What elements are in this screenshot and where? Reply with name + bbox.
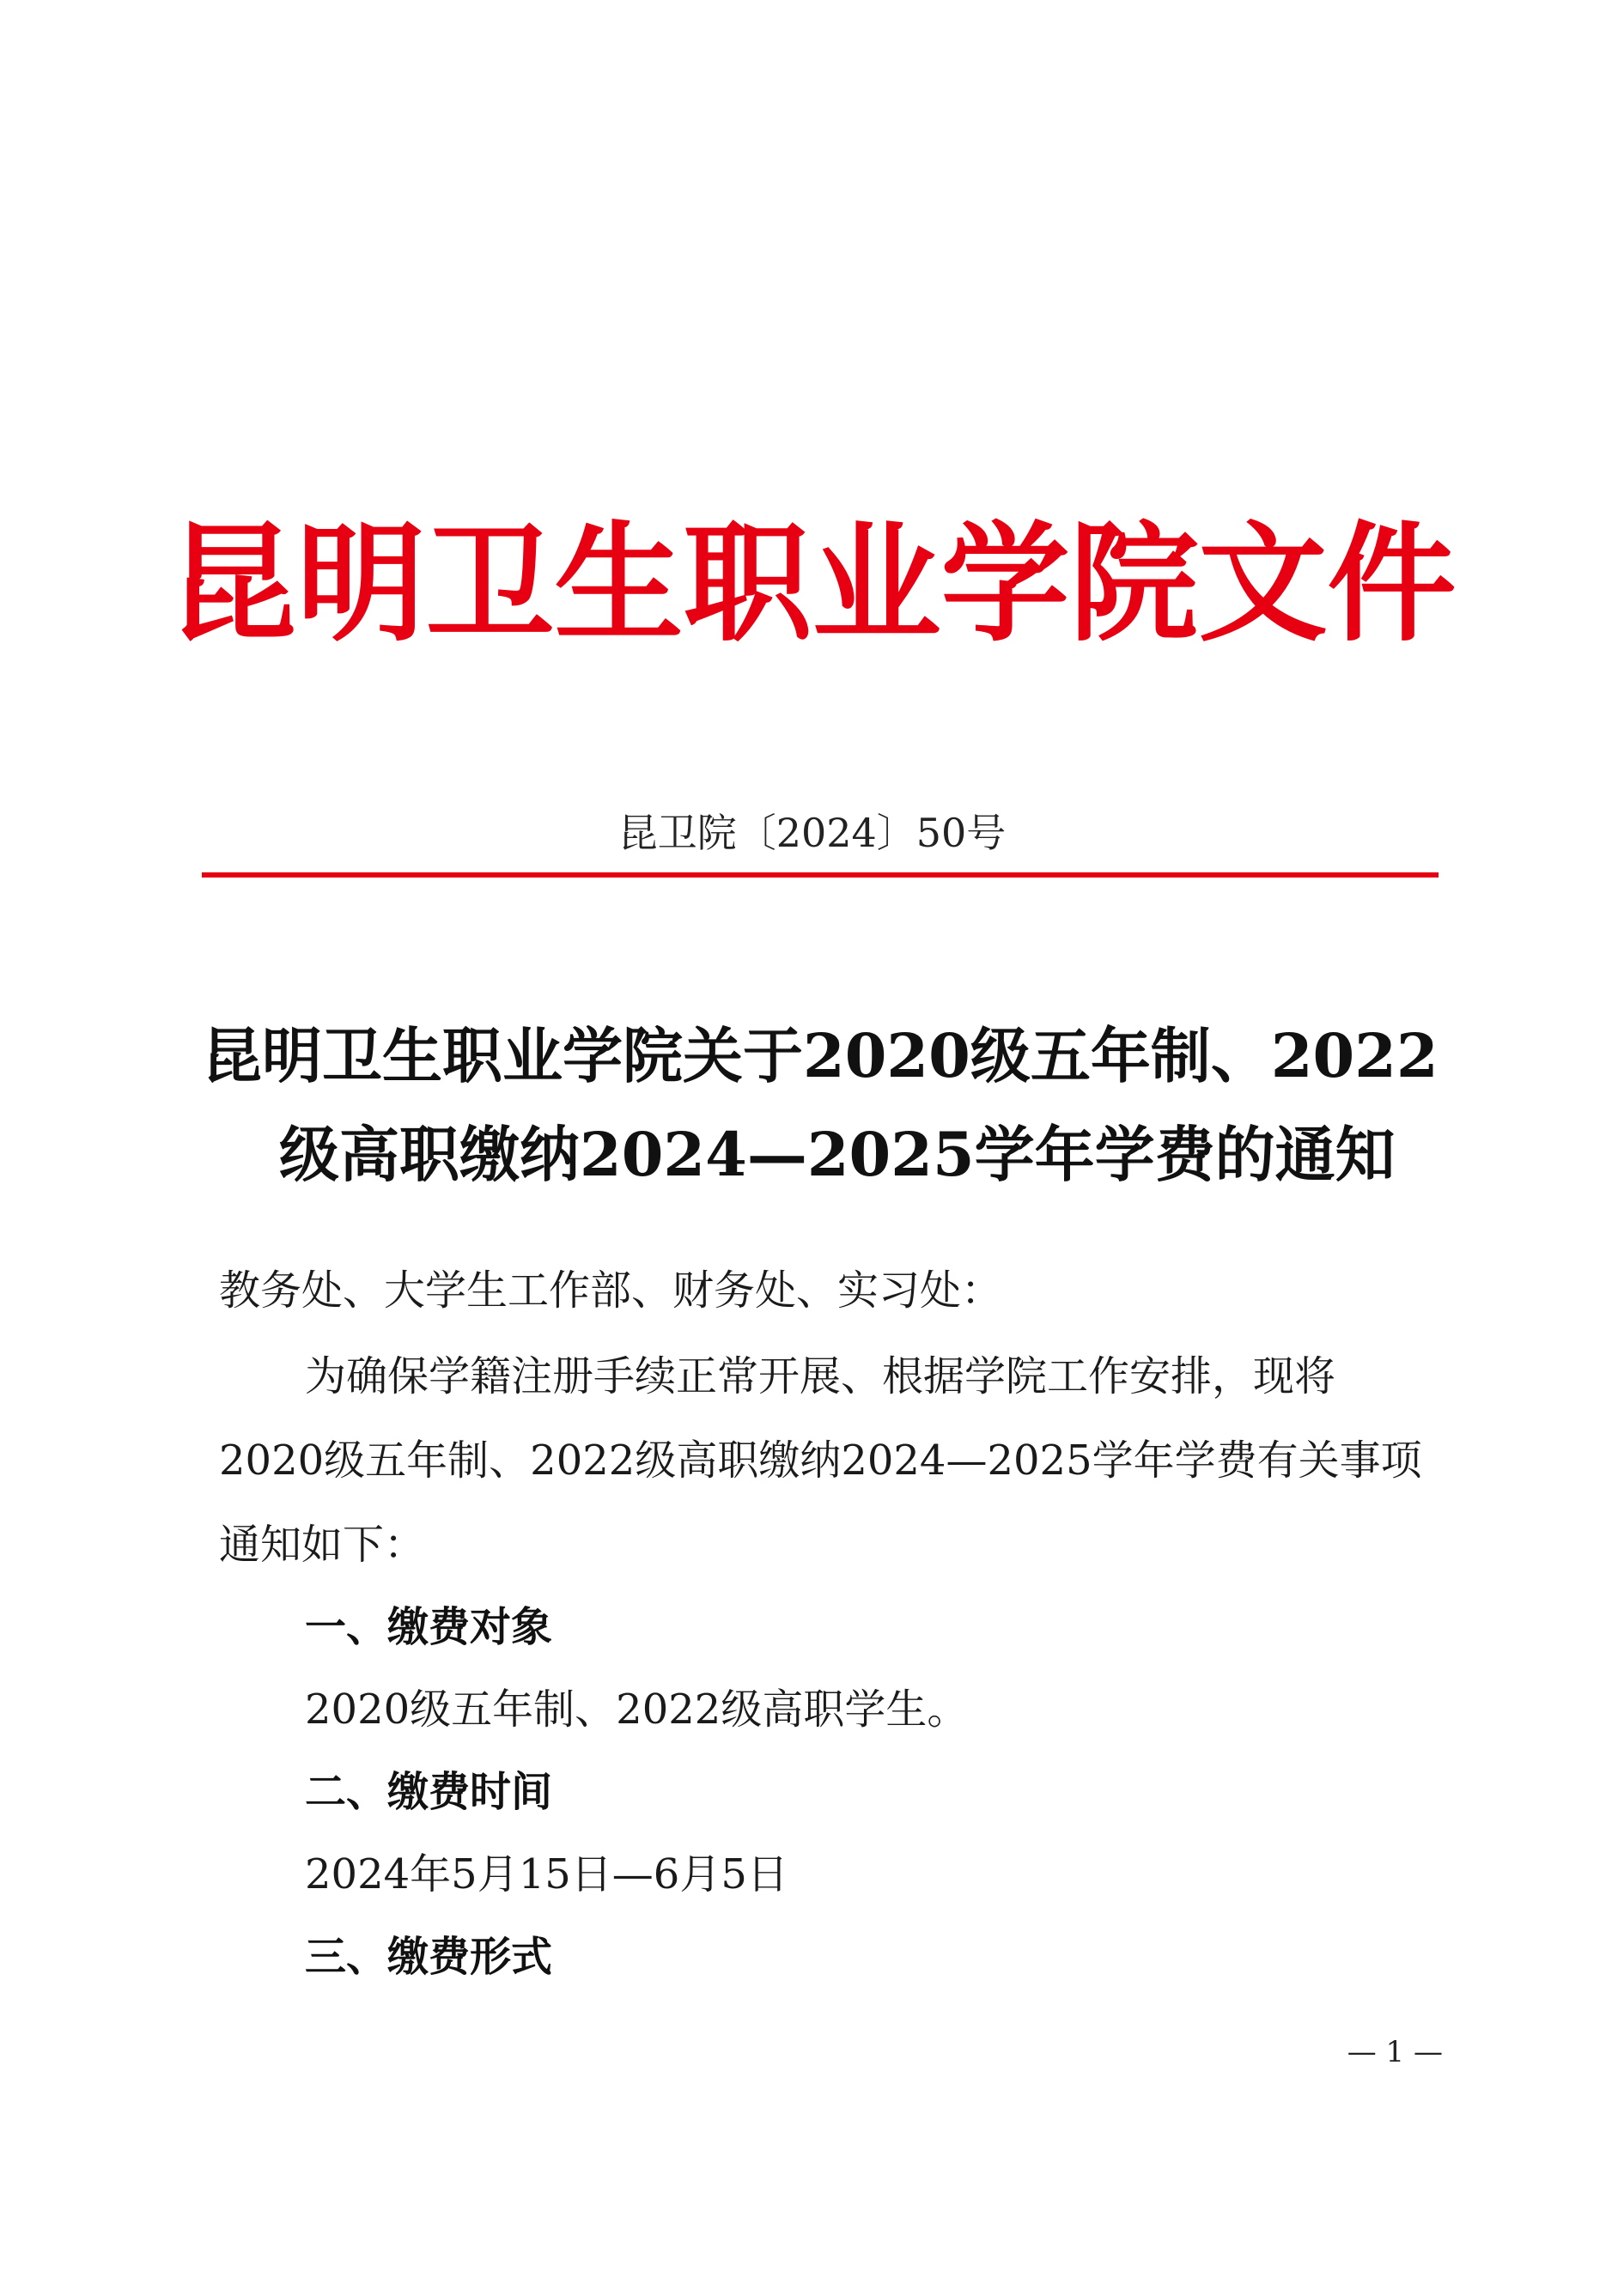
page-number: — 1 —: [1347, 2035, 1443, 2069]
notice-title-line-1: 昆明卫生职业学院关于2020级五年制、2022: [202, 1020, 1438, 1091]
intro-paragraph-line-3: 通知如下：: [219, 1521, 426, 1569]
section-text-payment-time: 2024年5月15日—6月5日: [305, 1850, 788, 1898]
document-number: 昆卫院〔2024〕50号: [617, 810, 1007, 856]
section-heading-payment-form: 三、缴费形式: [305, 1933, 553, 1981]
recipients-line: 教务处、大学生工作部、财务处、实习处：: [219, 1266, 1003, 1315]
red-divider-line: [202, 872, 1438, 878]
section-text-payment-target: 2020级五年制、2022级高职学生。: [305, 1686, 969, 1734]
intro-paragraph-line-1: 为确保学籍注册手续正常开展、根据学院工作安排，现将: [305, 1352, 1336, 1400]
intro-paragraph-line-2: 2020级五年制、2022级高职缴纳2024—2025学年学费有关事项: [219, 1437, 1422, 1485]
section-heading-payment-time: 二、缴费时间: [305, 1768, 553, 1816]
notice-title-line-2: 级高职缴纳2024—2025学年学费的通知: [279, 1119, 1396, 1190]
section-heading-payment-target: 一、缴费对象: [305, 1603, 553, 1651]
issuer-header-title: 昆明卫生职业学院文件: [167, 508, 1457, 659]
